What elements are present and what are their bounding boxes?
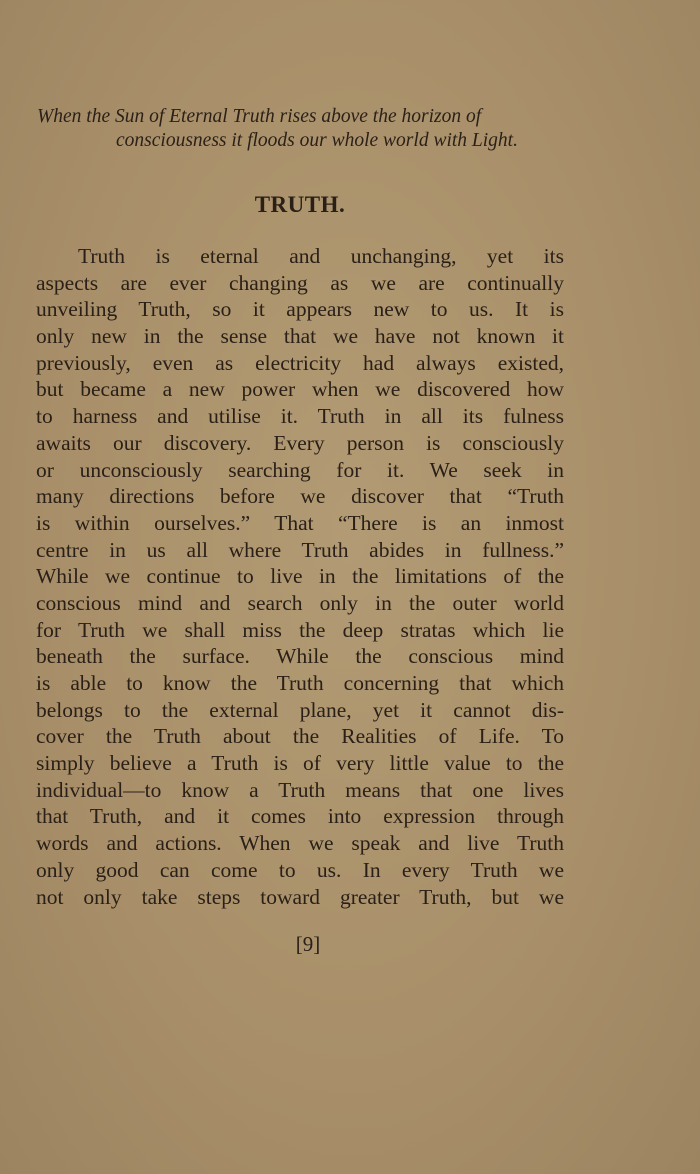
body-line: individual—to know a Truth means that one lives xyxy=(36,777,564,802)
page-number: [9] xyxy=(295,932,321,956)
body-line: but became a new power when we discovered how xyxy=(36,377,564,402)
body-line: centre in us all where Truth abides in fullness.” xyxy=(36,537,564,562)
body-line: previously, even as electricity had always existed, xyxy=(36,350,564,375)
body-line: or unconsciously searching for it. We seek in xyxy=(36,457,564,482)
body-line: aspects are ever changing as we are continually xyxy=(36,270,564,295)
body-line: to harness and utilise it. Truth in all its fulness xyxy=(36,404,564,429)
body-line: awaits our discovery. Every person is consciously xyxy=(36,430,564,455)
body-line: only new in the sense that we have not known it xyxy=(36,324,564,349)
body-line: Truth is eternal and unchanging, yet its xyxy=(78,244,564,268)
epigraph-line-1: When the Sun of Eternal Truth rises above the horizon of xyxy=(37,106,482,127)
body-line: beneath the surface. While the conscious mind xyxy=(36,644,564,669)
body-line: unveiling Truth, so it appears new to us. It is xyxy=(36,297,564,322)
body-line: While we continue to live in the limitations of the xyxy=(36,564,564,589)
body-line: not only take steps toward greater Truth, but we xyxy=(36,884,564,909)
body-line: only good can come to us. In every Truth we xyxy=(36,857,564,882)
body-line: is within ourselves.” That “There is an inmost xyxy=(36,510,564,535)
chapter-title: TRUTH. xyxy=(254,192,346,217)
body-line: is able to know the Truth concerning that which xyxy=(36,671,564,695)
epigraph-line-2: consciousness it floods our whole world with Light. xyxy=(116,130,518,151)
body-line: cover the Truth about the Realities of Life. To xyxy=(36,724,564,749)
body-line: simply believe a Truth is of very little value to the xyxy=(36,751,564,776)
body-line: that Truth, and it comes into expression through xyxy=(36,804,564,829)
body-line: conscious mind and search only in the outer world xyxy=(36,590,564,615)
body-line: for Truth we shall miss the deep stratas which lie xyxy=(36,617,564,642)
body-line: belongs to the external plane, yet it cannot dis- xyxy=(36,697,564,722)
body-text xyxy=(36,243,564,910)
body-line: many directions before we discover that “Truth xyxy=(36,484,564,509)
epigraph xyxy=(37,105,567,153)
body-line: words and actions. When we speak and live Truth xyxy=(36,831,564,856)
